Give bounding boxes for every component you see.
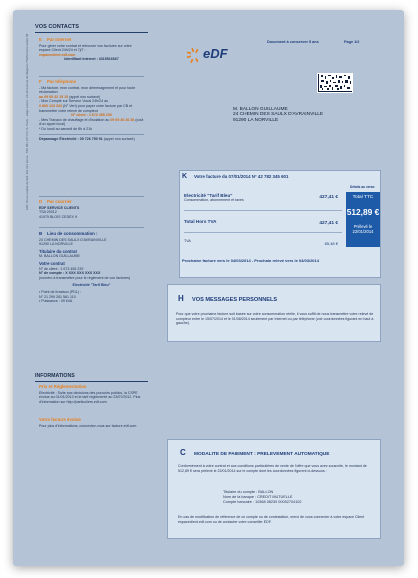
prix-heading: Prix et Réglementation [39,384,87,389]
depannage: Dépannage Électricité : 09 726 750 91 [39,136,103,141]
contact-mail [39,200,144,219]
header-note: Document à conserver 5 ans [267,40,319,44]
divider [39,76,144,77]
letter-e-icon: E [39,37,42,42]
phone-text6: (coût d'un appel local) [39,117,144,127]
facture-text: Pour plus d'informations, connectez-vous sur facture.edf.com [39,423,137,428]
courrier-line1: EDF SERVICE CLIENTS [39,205,80,210]
address-line3: 91290 LA NORVILLE [233,117,279,123]
offre-puissance: • Puissance : 09 kVA [39,299,73,304]
letter-k-icon: K [182,173,188,180]
internet-heading: Par Internet [47,37,72,42]
bank-details [223,490,302,504]
phone-number3: 09 69 36 36 36 [110,117,135,122]
row-label: TVA [184,239,191,243]
info-facture [39,418,144,428]
bank-name: Nom de la banque : CREDIT MUTUELLE [223,494,293,499]
ttc-label: Total TTC [352,195,374,200]
datamatrix-barcode-icon [317,73,353,93]
phone-number2: 0 800 123 333 [39,103,62,108]
phone-text2: (appel non surtaxé) [69,94,101,99]
invoice-row [184,193,342,211]
contrat-compte: N° de compte : X XXX XXX XXX XXX [39,271,101,276]
phone-text7: * Du lundi au samedi de 8h à 21h [39,126,93,131]
info-prix [39,385,144,404]
address-line1: M. BALLON GUILLAUME [233,107,288,112]
phone-text4: (N° Vert) pour payer votre facture par CB et transmettre votre relevé de compteur [39,103,133,113]
prelev-label: Prélevé le [353,224,373,229]
titulaire-label: Titulaire du contrat [39,248,77,254]
client-number: N° client : 1 673 455 239 [71,113,112,118]
offre-pdl-value: N° 21 299 281 561 110 [39,294,76,299]
courrier-line2: TSA 20012 [39,210,57,215]
details-label: Détails au verso [350,185,375,189]
consumption-place [39,232,144,304]
internet-id: Identifiant Internet : 3315516667 [64,57,119,62]
contacts-title: VOS CONTACTS [35,24,148,33]
invoice-sheet [13,10,404,566]
phone-heading: Par téléphone [47,79,77,84]
phone-text1: - Ma facture, mon contrat, mon déménagement et pour toute réclamation [39,85,136,95]
messages-text: Pour que votre prochaine facture soit basée sur votre consommation réelle, il vous suffit de nous transmettre votre relevé de compteur entre le 15/07/2014 et le 01/08/2014 seulement par Internet ou par téléphone (voir coordonnées figurant en haut à gauche). [176,312,374,326]
page-number: Page 1/2 [344,40,360,44]
row-value: 427,41 € [319,221,338,226]
bank-account: Compte bancaire : 10368 08230 00052704102 [223,499,302,504]
divider [39,196,144,197]
letter-d-icon: D [39,199,43,204]
legal-vertical-text: EDF SA au capital de 924 433 331 euros - 552 081 317 R.C.S. Paris - siège social : 22-30 avenue de Wagram 75382 Paris cedex 08 [25,33,29,210]
offre-name: Electricité "Tarif Bleu" [72,283,111,288]
invoice-row [184,239,342,249]
payment-text2: En cas de modification de référence de ce compte ou de contestation, merci de vous connecter à votre espace Client espaceclient.edf.com ou de contacter votre conseiller EDF. [178,515,365,524]
recipient-address [233,107,323,123]
consommation-line1: 24 CHEMIN DES SAULX D'AVRAINVILLE [39,237,107,242]
ttc-value: 512,89 € [346,207,380,217]
consommation-heading: Lieu de consommation : [47,231,98,236]
titulaire-name: M. BALLON GUILLAUME [39,254,80,259]
consommation-line2: 91290 LA NORVILLE [39,242,73,247]
invoice-title: Votre facture du 07/01/2014 N° 42 782 345 601 [194,174,289,179]
divider [39,134,144,135]
courrier-line3: 41975 BLOIS CEDEX 9 [39,214,77,219]
row-sublabel: Consommation, abonnement et taxes [184,198,244,202]
divider [39,227,144,228]
courrier-heading: Par courrier [47,199,72,204]
letter-c-icon: C [180,448,186,457]
address-line2: 24 CHEMIN DES SAULX D'AVRAINVILLE [233,112,324,118]
phone-text3: - Mon Compte sur Serveur Vocal 24h/24 au [39,99,109,104]
total-ttc-panel [346,192,380,247]
internet-text: Pour gérer votre contrat et retrouver vos factures sur votre espace Client 24h/24 et 7j/7 : [39,43,132,53]
prelev-date: 22/01/2014 [352,229,374,234]
payment-title: MODALITE DE PAIEMENT : PRELEVEMENT AUTOMATIQUE [194,452,330,457]
contacts-sidebar [35,20,148,525]
offre-pdl: • Point de livraison (PDL) : [39,289,82,294]
letter-h-icon: H [178,294,184,303]
contact-phone [39,80,144,141]
phone-number1: au 09 69 32 15 15 [39,94,69,99]
personal-messages [167,284,381,342]
phone-text5: - Mes Travaux de chauffage et d'isolation au [39,117,110,122]
row-value: 427,41 € [319,195,338,200]
contact-internet [39,38,144,62]
letter-f-icon: F [39,79,42,84]
informations-title: INFORMATIONS [35,373,148,382]
bank-holder: Titulaire du compte : BALLON [223,490,274,494]
invoice-row [184,219,342,233]
depannage-note: (appel non surtaxé) [103,136,135,141]
messages-title: VOS MESSAGES PERSONNELS [192,297,278,303]
edf-logo-text: eDF [203,46,228,61]
row-label: Total Hors TVA [184,219,217,224]
row-value: 85,48 € [324,241,338,246]
next-invoice-note: Prochaine facture vers le 04/03/2014 - Prochain relevé vers le 04/03/2014 [182,258,319,263]
letter-b-icon: B [39,231,43,236]
row-label: Electricité "Tarif Bleu" [184,193,233,198]
facture-heading: Votre facture évolue [39,417,81,422]
contrat-label: Votre contrat [39,260,65,266]
payment-text1: Conformément à votre contrat et aux conditions particulières de vente de l'offre que vous avez souscrite, le montant de 512,89 € sera prélevé le 22/01/2014 sur le compte dont les coordonnées figurent ci-dessous : [178,464,367,473]
contrat-compte-note: (numéro à transmettre pour le règlement de vos factures) [39,275,131,280]
payment-method [167,439,381,539]
espace-client-link[interactable]: espaceclient.edf.com [39,52,76,57]
contrat-client: N° de client : 1 673 455 239 [39,266,84,271]
invoice-summary [179,170,381,278]
prix-text: Electricité : Suite aux décisions des pouvoirs publics, la CSPE évolue au 01/01/2013 et le tarif réglementé au 23/07/2012. Plus d'information sur http://particuliers.edf.com [39,390,141,404]
